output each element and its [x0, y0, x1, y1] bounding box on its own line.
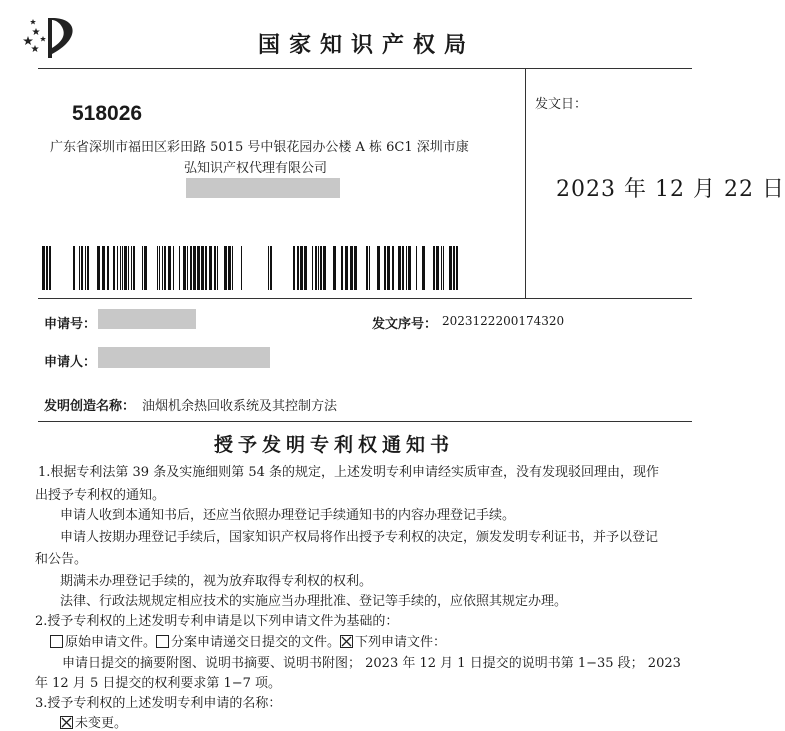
documents-line-2: 年 12 月 5 日提交的权利要求第 1−7 项。: [35, 676, 282, 691]
option-label: 未变更。: [75, 716, 128, 731]
header-divider: [38, 68, 692, 69]
address-box-divider: [525, 69, 526, 299]
notice-paragraph-line: 申请人收到本通知书后，还应当依照办理登记手续通知书的内容办理登记手续。: [60, 508, 516, 523]
option-original-documents: [50, 635, 156, 650]
address-line-1: 广东省深圳市福田区彩田路 5015 号中银花园办公楼 A 栋 6C1 深圳市康: [50, 140, 469, 155]
application-number-label: 申请号：: [44, 316, 97, 331]
notice-paragraph-line: 期满未办理登记手续的，视为放弃取得专利权的权利。: [60, 574, 373, 589]
option-following-documents: [340, 635, 446, 650]
cnipa-logo: [22, 14, 84, 60]
serial-number-value: 2023122200174320: [442, 314, 565, 328]
option-divisional-documents: [156, 635, 340, 650]
notice-paragraph-line: 出授予专利权的通知。: [35, 488, 166, 503]
postcode: 518026: [72, 102, 143, 125]
name-option: [60, 712, 127, 731]
basis-options: [50, 631, 446, 650]
office-name: 国家知识产权局: [258, 32, 476, 58]
option-label: 分案申请递交日提交的文件。: [171, 635, 341, 650]
serial-number-label: 发文序号：: [372, 316, 438, 331]
section-3-heading: 3.授予专利权的上述发明专利申请的名称：: [35, 696, 282, 711]
redacted-application-number: [98, 309, 196, 329]
redacted-recipient-name: [186, 178, 340, 198]
checkbox-divisional: [156, 635, 169, 648]
notice-paragraph-line: 申请人按期办理登记手续后，国家知识产权局将作出授予专利权的决定，颁发发明专利证书，并予以登记: [60, 530, 659, 545]
barcode-right: [265, 246, 467, 290]
notice-paragraph-line: 2.授予专利权的上述发明专利申请是以下列申请文件为基础的：: [35, 614, 399, 629]
option-label: 原始申请文件。: [65, 635, 157, 650]
notice-title: 授予发明专利权通知书: [214, 434, 455, 456]
notice-paragraph-line: 1.根据专利法第 39 条及实施细则第 54 条的规定，上述发明专利申请经实质审查，没有发现驳回理由，现作: [38, 465, 660, 480]
fields-divider: [38, 298, 692, 299]
applicant-label: 申请人：: [44, 354, 97, 369]
dispatch-date-label: 发文日：: [535, 97, 588, 112]
redacted-applicant: [98, 347, 270, 368]
dispatch-date: 2023 年 12 月 22 日: [556, 177, 785, 202]
invention-title-label: 发明创造名称：: [44, 398, 136, 413]
barcode-left: [42, 246, 242, 290]
checkbox-following: [340, 635, 353, 648]
checkbox-unchanged: [60, 716, 73, 729]
checkbox-original: [50, 635, 63, 648]
address-line-2: 弘知识产权代理有限公司: [184, 161, 328, 176]
notice-divider: [38, 421, 692, 422]
documents-line-1: 申请日提交的摘要附图、说明书摘要、说明书附图； 2023 年 12 月 1 日提交的说明书第 1−35 段； 2023: [62, 656, 681, 671]
notice-paragraph-line: 和公告。: [35, 552, 88, 567]
invention-title-value: 油烟机余热回收系统及其控制方法: [142, 399, 338, 414]
option-label: 下列申请文件：: [355, 635, 447, 650]
notice-paragraph-line: 法律、行政法规规定相应技术的实施应当办理批准、登记等手续的，应依照其规定办理。: [60, 594, 568, 609]
